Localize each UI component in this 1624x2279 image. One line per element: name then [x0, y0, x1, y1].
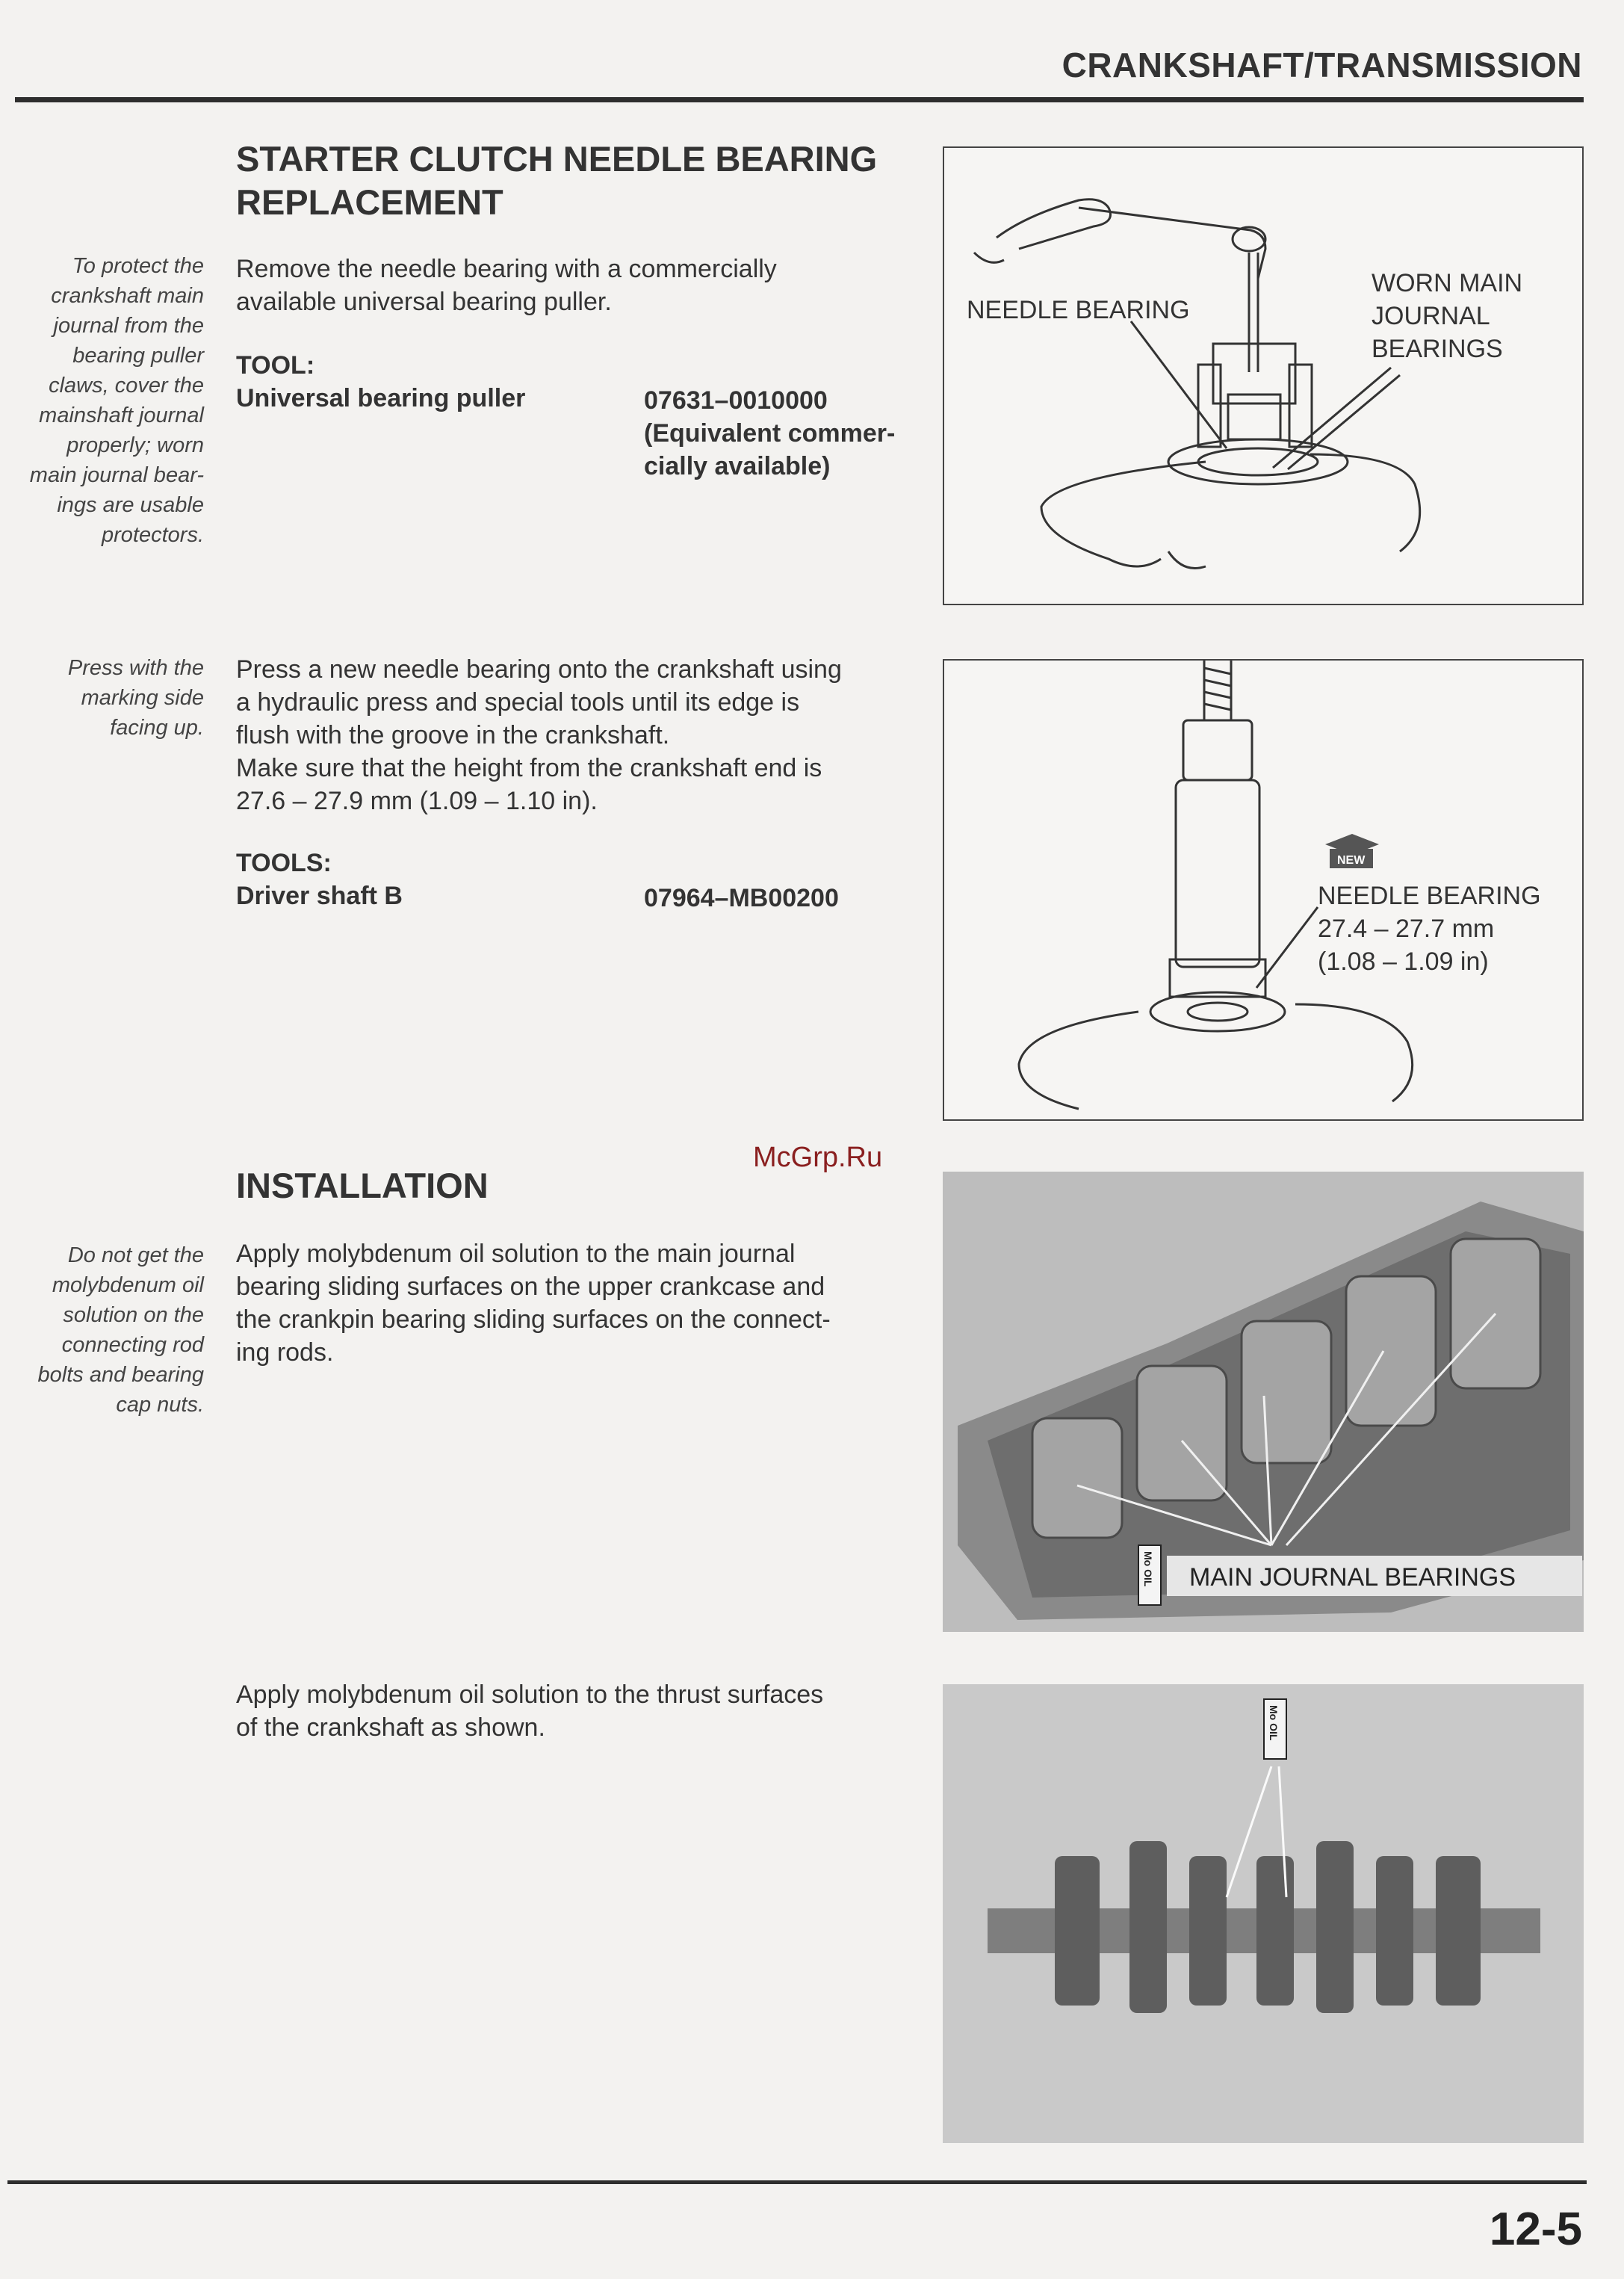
tool-number-line: (Equivalent commer- [644, 419, 896, 448]
oil-icon-text: Mo OIL [1268, 1705, 1280, 1741]
figure-press-needle-bearing [943, 659, 1584, 1121]
side-note-line: molybdenum oil [52, 1273, 204, 1297]
figure-label-height-in: (1.08 – 1.09 in) [1318, 947, 1489, 976]
body-line: 27.6 – 27.9 mm (1.09 – 1.10 in). [236, 787, 598, 815]
page-header-title: CRANKSHAFT/TRANSMISSION [1062, 46, 1582, 84]
side-note-line: ings are usable [57, 493, 204, 517]
body-line: Press a new needle bearing onto the crankshaft using [236, 655, 842, 684]
side-note-protect-journal [13, 251, 204, 550]
body-line: Make sure that the height from the crankshaft end is [236, 754, 822, 782]
side-note-line: connecting rod [61, 1333, 204, 1357]
section1-body [236, 253, 908, 318]
footer-rule [7, 2180, 1587, 2184]
watermark: McGrp.Ru [753, 1142, 883, 1173]
side-note-line: mainshaft journal [39, 403, 204, 427]
side-note-line: bolts and bearing [37, 1363, 204, 1387]
side-note-line: solution on the [63, 1303, 204, 1327]
side-note-line: journal from the [53, 314, 204, 338]
side-note-marking-side [13, 653, 204, 743]
header-rule [15, 97, 1584, 102]
side-note-line: claws, cover the [49, 374, 204, 398]
side-note-line: crankshaft main [51, 284, 204, 308]
figure-label-needle-bearing-new: NEEDLE BEARING [1318, 882, 1541, 910]
body-line: Apply molybdenum oil solution to the main journal [236, 1240, 796, 1268]
side-note-line: properly; worn [66, 433, 204, 457]
body-line: the crankpin bearing sliding surfaces on the connect- [236, 1305, 831, 1334]
body-line: a hydraulic press and special tools until its edge is [236, 688, 800, 717]
photo-crankcase [943, 1172, 1584, 1632]
figure-bearing-puller [943, 146, 1584, 605]
tool-name: Driver shaft B [236, 882, 403, 910]
side-note-line: Press with the [67, 656, 204, 680]
figure-label-journal: JOURNAL [1372, 302, 1490, 330]
crankshaft-photo-illustration [943, 1684, 1584, 2143]
section-title-line: STARTER CLUTCH NEEDLE BEARING [236, 139, 878, 179]
tool-number: 07964–MB00200 [644, 884, 839, 912]
side-note-line: To protect the [72, 254, 204, 278]
body-line: ing rods. [236, 1338, 334, 1367]
tool-name: Universal bearing puller [236, 384, 526, 412]
side-note-line: cap nuts. [116, 1393, 204, 1417]
figure-label-needle-bearing: NEEDLE BEARING [967, 296, 1190, 324]
press-illustration [944, 661, 1584, 1121]
side-note-line: marking side [81, 686, 204, 710]
side-note-molybdenum [13, 1240, 204, 1420]
new-badge: NEW [1337, 854, 1366, 867]
photo-label-main-journal: MAIN JOURNAL BEARINGS [1189, 1563, 1516, 1592]
tool-number-line: 07631–0010000 [644, 386, 828, 415]
body-line: available universal bearing puller. [236, 288, 612, 316]
section-title-starter-clutch [236, 137, 877, 224]
tool-heading: TOOL: [236, 351, 315, 380]
body-line: flush with the groove in the crankshaft. [236, 721, 670, 749]
section4-body [236, 1678, 923, 1744]
page-number: 12-5 [1489, 2204, 1582, 2255]
section-title-line: REPLACEMENT [236, 182, 503, 222]
tool-number-line: cially available) [644, 452, 831, 480]
tools-heading: TOOLS: [236, 849, 332, 877]
section-title-installation: INSTALLATION [236, 1166, 489, 1205]
figure-label-height-mm: 27.4 – 27.7 mm [1318, 915, 1495, 943]
bearing-puller-illustration [944, 148, 1584, 605]
section3-body [236, 1237, 923, 1369]
side-note-line: facing up. [110, 716, 204, 740]
side-note-line: protectors. [102, 523, 204, 547]
body-line: Remove the needle bearing with a commercially [236, 255, 777, 283]
section2-body [236, 653, 923, 817]
body-line: of the crankshaft as shown. [236, 1713, 545, 1742]
body-line: bearing sliding surfaces on the upper crankcase and [236, 1273, 825, 1301]
side-note-line: bearing puller [72, 344, 204, 368]
figure-label-bearings: BEARINGS [1372, 335, 1503, 363]
side-note-line: Do not get the [67, 1243, 204, 1267]
crankcase-photo-illustration [943, 1172, 1584, 1632]
oil-icon-text: Mo OIL [1142, 1551, 1154, 1587]
photo-crankshaft [943, 1684, 1584, 2143]
figure-label-worn-main: WORN MAIN [1372, 269, 1523, 297]
side-note-line: main journal bear- [29, 463, 204, 487]
body-line: Apply molybdenum oil solution to the thrust surfaces [236, 1680, 824, 1709]
tool-number [644, 384, 895, 483]
